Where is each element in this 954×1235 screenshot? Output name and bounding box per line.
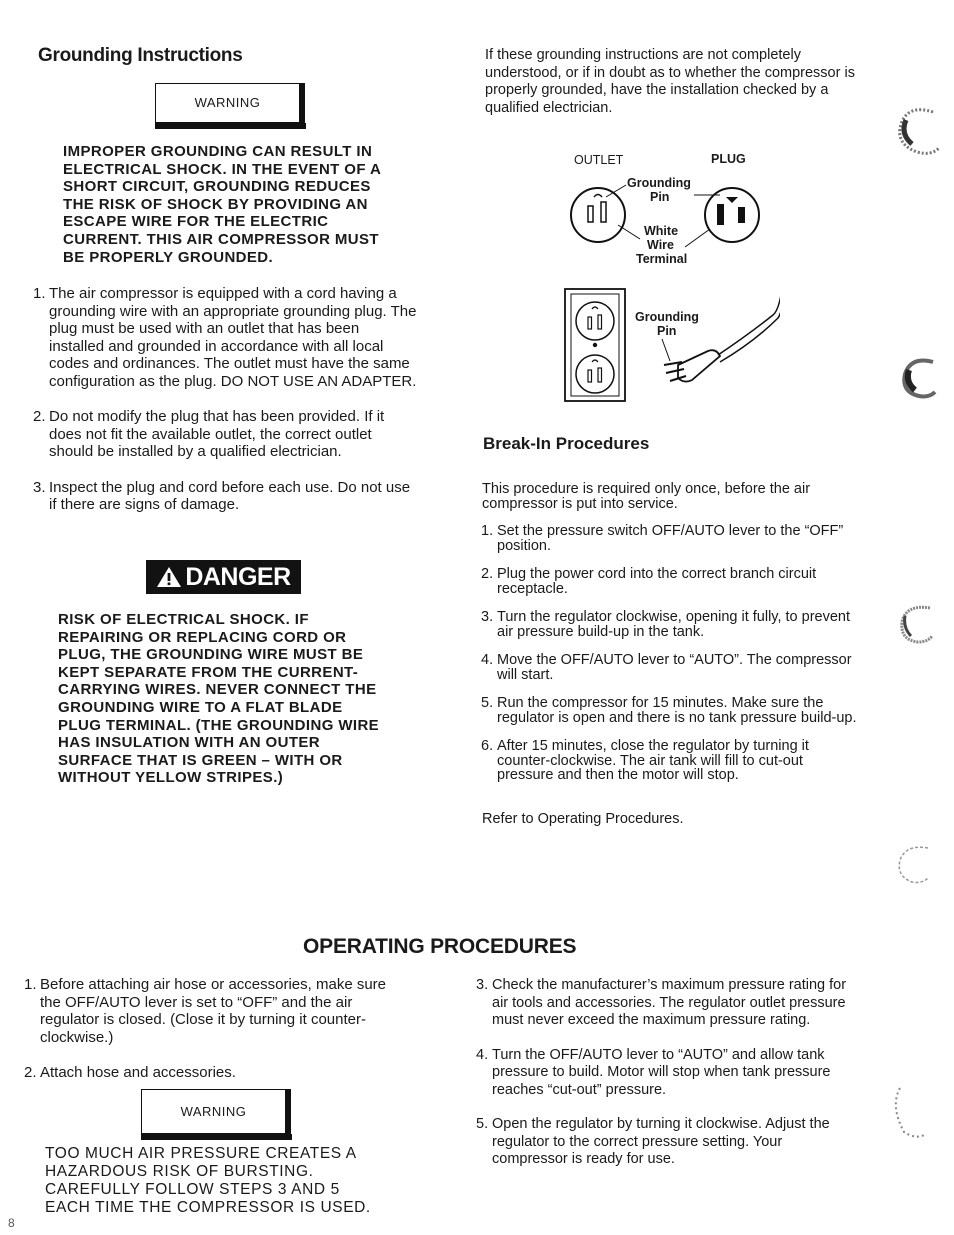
grounding-pin-label: Grounding Pin — [627, 176, 691, 204]
operating-title: OPERATING PROCEDURES — [303, 935, 577, 958]
list-item: 5. Run the compressor for 15 minutes. Make sure the regulator is open and there is no tank pressure build-up. — [481, 695, 857, 726]
grounding-warning-label: WARNING — [194, 95, 261, 110]
operating-warning-label: WARNING — [180, 1104, 247, 1119]
outlet-plug-drawing — [560, 169, 780, 409]
breakin-title: Break-In Procedures — [483, 434, 650, 453]
grounding-note: If these grounding instructions are not completely understood, or if in doubt as to whether the compressor is properly grounded, have the installation checked by a qualified electrician. — [485, 47, 855, 116]
list-item: 2. Do not modify the plug that has been provided. If it does not fit the available outlet, the correct outlet should be installed by a qualified electrician. — [33, 408, 385, 460]
binder-hole-mark — [880, 1080, 930, 1140]
grounding-list — [33, 285, 418, 514]
grounding-title: Grounding Instructions — [38, 45, 243, 66]
danger-banner — [146, 560, 301, 594]
operating-warning-box — [141, 1089, 286, 1134]
list-item: 1. Before attaching air hose or accessories, make sure the OFF/AUTO lever is set to “OFF” and the air regulator is closed. (Close it by turning it counter-clockwise.) — [24, 976, 387, 1046]
list-item: 3. Inspect the plug and cord before each use. Do not use if there are signs of damage. — [33, 478, 411, 513]
binder-hole-mark — [893, 352, 943, 402]
binder-hole-mark — [888, 100, 948, 160]
breakin-outro: Refer to Operating Procedures. — [482, 811, 684, 827]
operating-warning-text: TOO MUCH AIR PRESSURE CREATES A HAZARDOUS RISK OF BURSTING. CAREFULLY FOLLOW STEPS 3 AND 5 EACH TIME THE COMPRESSOR IS USED. — [45, 1145, 371, 1216]
binder-hole-mark — [888, 840, 938, 890]
list-item: 5. Open the regulator by turning it clockwise. Adjust the regulator to the correct pressure setting. Your compressor is ready for use. — [476, 1116, 830, 1167]
list-item: 1. The air compressor is equipped with a cord having a grounding wire with an appropriate grounding plug. The plug must be used with an outlet that has been installed and grounded in accordance with all local codes and ordinances. The outlet must have the same configuration as the plug. DO NOT USE AN ADAPTER. — [33, 285, 417, 390]
list-item: 2. Plug the power cord into the correct branch circuit receptacle. — [481, 566, 817, 597]
list-item: 3. Check the manufacturer’s maximum pressure rating for air tools and accessories. The regulator outlet pressure must never exceed the maximum pressure rating. — [476, 977, 847, 1028]
danger-label: DANGER — [185, 562, 291, 591]
list-item: 3. Turn the regulator clockwise, opening it fully, to prevent air pressure build-up in the tank. — [481, 609, 851, 640]
binder-hole-mark — [890, 600, 940, 650]
page-number: 8 — [8, 1216, 15, 1230]
grounding-pin-label-2: Grounding Pin — [635, 310, 699, 338]
list-item: 4. Move the OFF/AUTO lever to “AUTO”. The compressor will start. — [481, 652, 852, 683]
operating-list-left — [24, 976, 404, 1082]
operating-list-right — [476, 977, 852, 1169]
grounding-warning-box — [155, 83, 300, 123]
plug-label: PLUG — [711, 152, 746, 166]
danger-text: RISK OF ELECTRICAL SHOCK. IF REPAIRING OR REPLACING CORD OR PLUG, THE GROUNDING WIRE MUST BE KEPT SEPARATE FROM THE CURRENT-CARRYING WIRES. NEVER CONNECT THE GROUNDING WIRE TO A FLAT BLADE PLUG TERMINAL. (THE GROUNDING WIRE HAS INSULATION WITH AN OUTER SURFACE THAT IS GREEN – WITH OR WITHOUT YELLOW STRIPES.) — [58, 611, 380, 787]
white-wire-terminal-label: White Wire Terminal — [636, 224, 688, 266]
list-item: 1. Set the pressure switch OFF/AUTO lever to the “OFF” position. — [481, 523, 844, 554]
list-item: 2. Attach hose and accessories. — [24, 1064, 236, 1081]
warning-triangle-icon — [156, 566, 182, 588]
breakin-intro: This procedure is required only once, before the air compressor is put into service. — [482, 481, 811, 512]
outlet-plug-figure — [560, 145, 780, 405]
breakin-list — [481, 524, 861, 783]
list-item: 6. After 15 minutes, close the regulator by turning it counter-clockwise. The air tank will fill to cut-out pressure and then the motor will stop. — [481, 738, 809, 783]
list-item: 4. Turn the OFF/AUTO lever to “AUTO” and allow tank pressure to build. Motor will stop when tank pressure reaches “cut-out” pressure. — [476, 1046, 831, 1098]
grounding-warning-text: IMPROPER GROUNDING CAN RESULT IN ELECTRICAL SHOCK. IN THE EVENT OF A SHORT CIRCUIT, GROUNDING REDUCES THE RISK OF SHOCK BY PROVIDING AN ESCAPE WIRE FOR THE ELECTRIC CURRENT. THIS AIR COMPRESSOR MUST BE PROPERLY GROUNDED. — [63, 143, 381, 266]
outlet-label: OUTLET — [574, 153, 624, 167]
